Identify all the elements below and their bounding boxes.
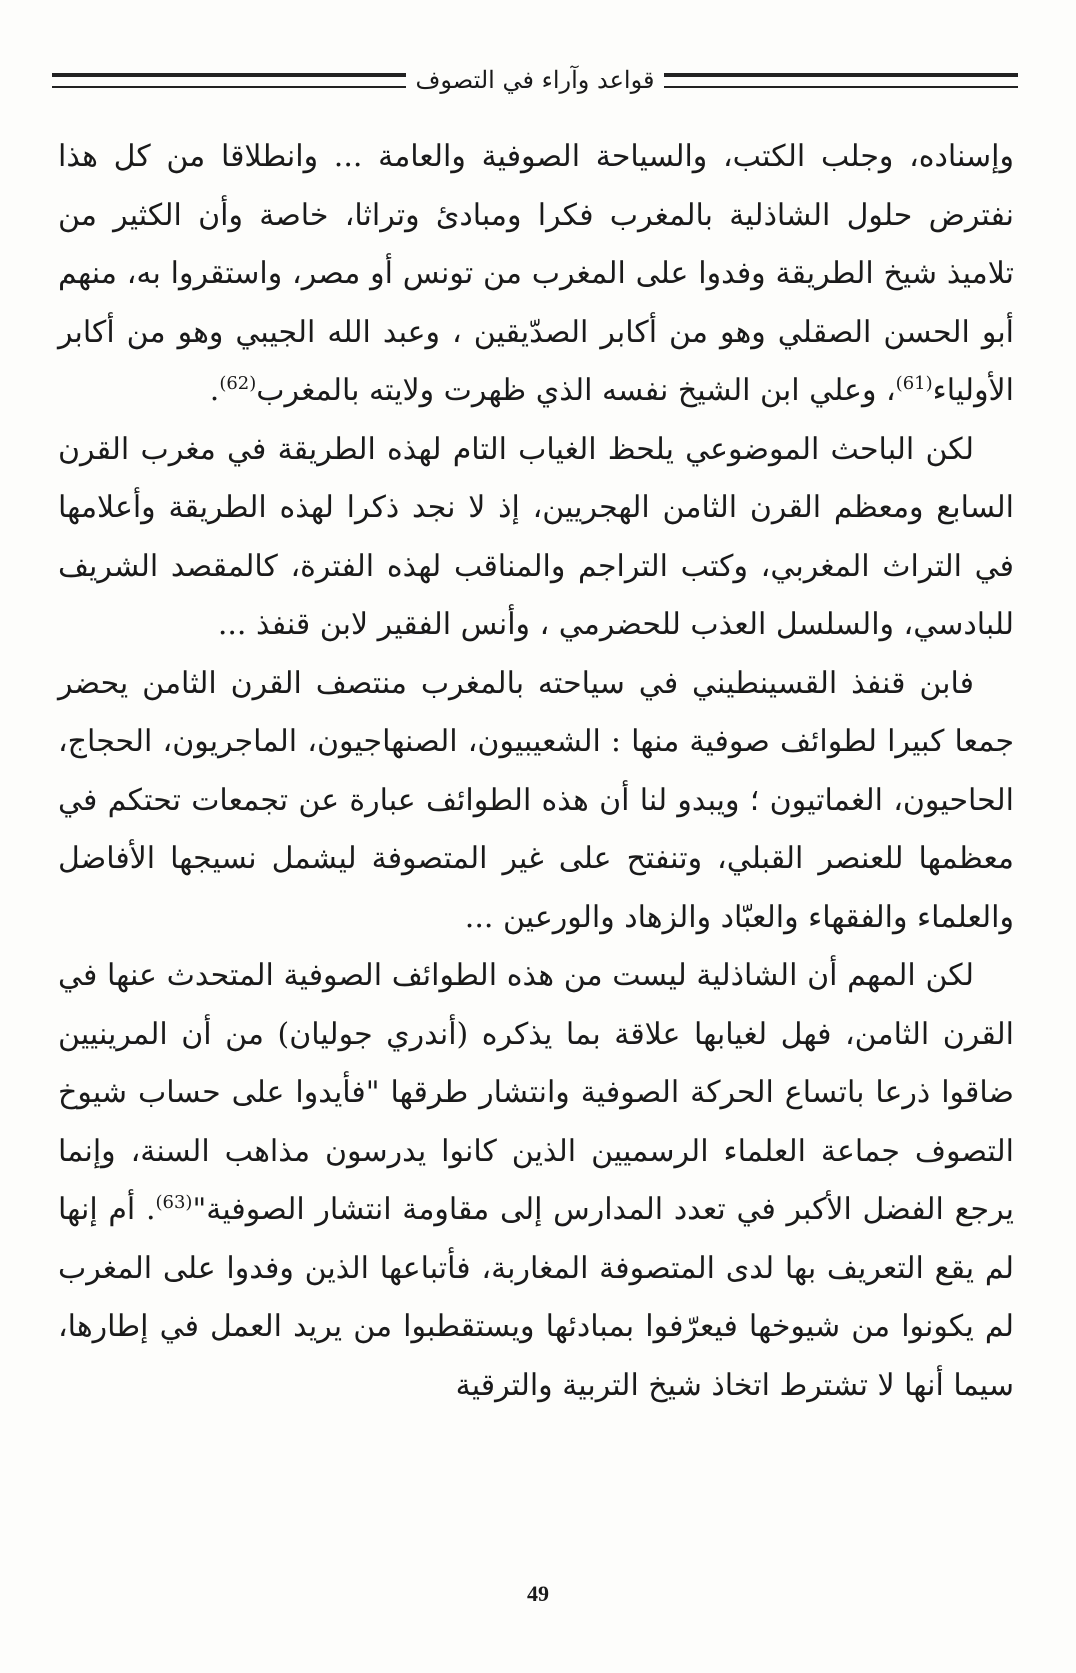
footnote-ref-61: (61): [895, 373, 933, 394]
footnote-ref-62: (62): [219, 373, 257, 394]
header-title: قواعد وآراء في التصوف: [415, 66, 655, 94]
paragraph-4: [58, 947, 1014, 1415]
page-number: 49: [527, 1581, 549, 1606]
running-header: [52, 60, 1018, 100]
paragraph-text: وإسناده، وجلب الكتب، والسياحة الصوفية والعامة ... وانطلاقا من كل هذا نفترض حلول الشاذلية بالمغرب فكرا ومبادئ وتراثا، خاصة وأن الكثير من تلاميذ شيخ الطريقة وفدوا على المغرب من تونس أو مصر، واستقروا به، منهم أبو الحسن الصقلي وهو من أكابر الصدّيقين ، وعبد الله الجيبي وهو من أكابر الأولياء: [58, 139, 1014, 408]
paragraph-text: .: [209, 373, 220, 408]
paragraph-1: [58, 128, 1014, 421]
footnote-ref-63: (63): [155, 1192, 193, 1213]
paragraph-text: فابن قنفذ القسينطيني في سياحته بالمغرب منتصف القرن الثامن يحضر جمعا كبيرا لطوائف صوفية منها : الشعيبيون، الصنهاجيون، الماجريون، الحجاج، الحاحيون، الغماتيون ؛ ويبدو لنا أن هذه الطوائف عبارة عن تجمعات تحتكم في معظمها للعنصر القبلي، وتنفتح على غير المتصوفة ليشمل نسيجها الأفاضل والعلماء والفقهاء والعبّاد والزهاد والورعين ...: [58, 665, 1014, 935]
paragraph-text: ، وعلي ابن الشيخ نفسه الذي ظهرت ولايته بالمغرب: [256, 373, 896, 408]
header-rule-left: [52, 73, 406, 88]
header-rule-right: [664, 73, 1018, 88]
paragraph-text: لكن المهم أن الشاذلية ليست من هذه الطوائف الصوفية المتحدث عنها في القرن الثامن، فهل لغيابها علاقة بما يذكره (أندري جوليان) من أن المرينيين ضاقوا ذرعا باتساع الحركة الصوفية وانتشار طرقها "فأيدوا على حساب شيوخ التصوف جماعة العلماء الرسميين الذين كانوا يدرسون مذاهب السنة، وإنما يرجع الفضل الأكبر في تعدد المدارس إلى مقاومة انتشار الصوفية": [58, 958, 1014, 1227]
paragraph-text: . أم إنها لم يقع التعريف بها لدى المتصوفة المغاربة، فأتباعها الذين وفدوا على المغرب لم يكونوا من شيوخها فيعرّفوا بمبادئها ويستقطبوا من يريد العمل في إطارها، سيما أنها لا تشترط اتخاذ شيخ التربية والترقية: [58, 1192, 1014, 1403]
paragraph-2: [58, 421, 1014, 655]
paragraph-3: [58, 655, 1014, 948]
paragraph-text: لكن الباحث الموضوعي يلحظ الغياب التام لهذه الطريقة في مغرب القرن السابع ومعظم القرن الثامن الهجريين، إذ لا نجد ذكرا لهذه الطريقة وأعلامها في التراث المغربي، وكتب التراجم والمناقب لهذه الفترة، كالمقصد الشريف للبادسي، والسلسل العذب للحضرمي ، وأنس الفقير لابن قنفذ ...: [58, 431, 1014, 642]
body-text: [58, 128, 1014, 1415]
